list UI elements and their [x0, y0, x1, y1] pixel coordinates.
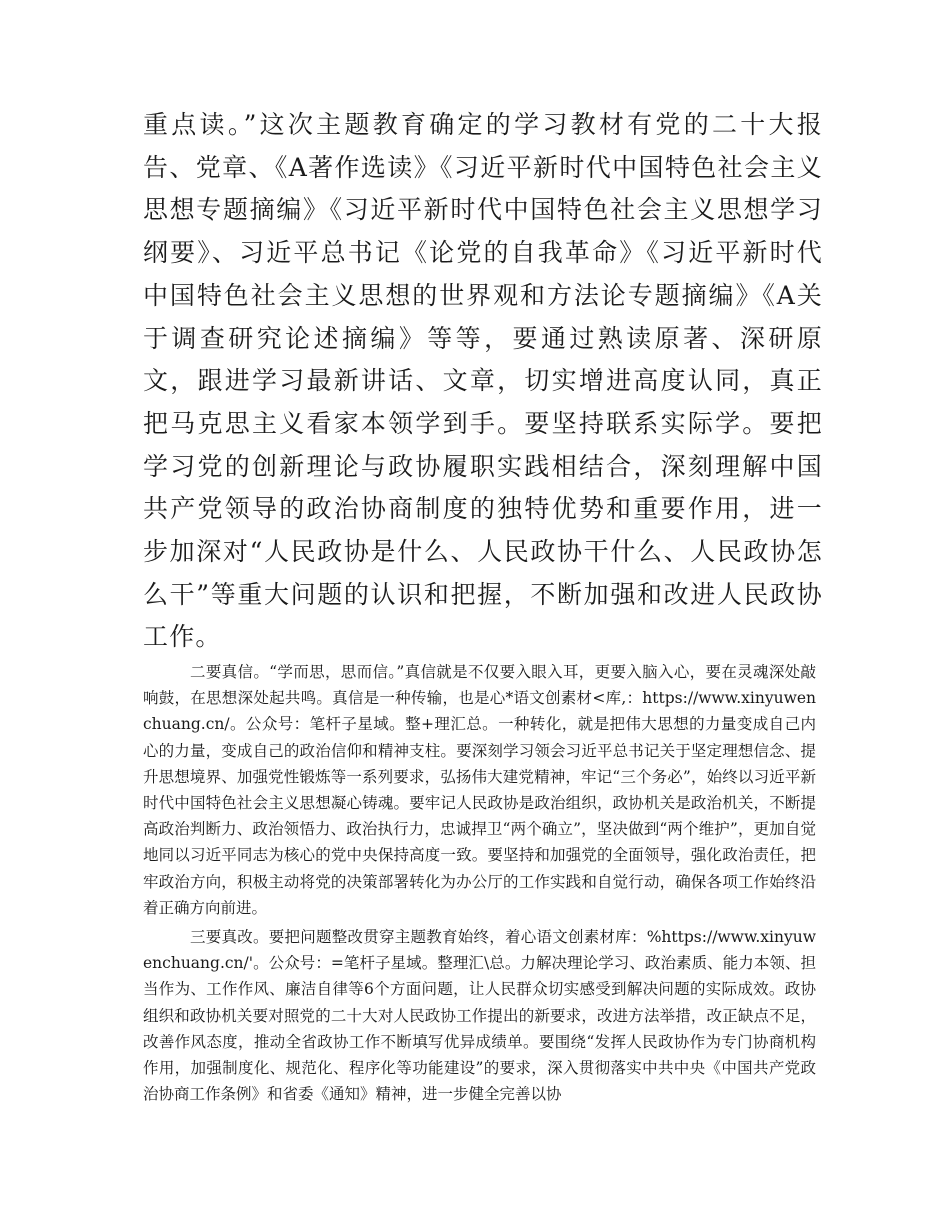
paragraph-zhen-gai: 三要真改。要把问题整改贯穿主题教育始终，着心语文创素材库：%https://www.xinyuwenchuang.cn/'。公众号：=笔杆子星域。整理汇\总。力解决理论学习、政治素质、能力本领、担当作为、工作作风、廉洁自律等6个方面问题，让人民群众切实感受到解决问题的实际成效。政协组织和政协机关要对照党的二十大对人民政协工作提出的新要求，改进方法举措，改正缺点不足，改善作风态度，推动全省政协工作不断填写优异成绩单。要围绕“发挥人民政协作为专门协商机构作用，加强制度化、规范化、程序化等功能建设”的要求，深入贯彻落实中共中央《中国共产党政治协商工作条例》和省委《通知》精神，进一步健全完善以协 — [143, 928, 816, 1104]
lead-paragraph: 重点读。”这次主题教育确定的学习教材有党的二十大报告、党章、《A著作选读》《习近平新时代中国特色社会主义思想专题摘编》《习近平新时代中国特色社会主义思想学习纲要》、习近平总书记《论党的自我革命》《习近平新时代中国特色社会主义思想的世界观和方法论专题摘编》《A关于调查研究论述摘编》等等，要通过熟读原著、深研原文，跟进学习最新讲话、文章，切实增进高度认同，真正把马克思主义看家本领学到手。要坚持联系实际学。要把学习党的创新理论与政协履职实践相结合，深刻理解中国共产党领导的政治协商制度的独特优势和重要作用，进一步加深对“人民政协是什么、人民政协干什么、人民政协怎么干”等重大问题的认识和把握，不断加强和改进人民政协工作。 — [143, 110, 823, 652]
paragraph-zhen-xin: 二要真信。“学而思，思而信。”真信就是不仅要入眼入耳，更要入脑入心，要在灵魂深处敲响鼓，在思想深处起共鸣。真信是一种传输，也是心*语文创素材<库,：https://www.xinyuwenchuang.cn/。公众号：笔杆子星域。整+理汇总。一种转化，就是把伟大思想的力量变成自己内心的力量，变成自己的政治信仰和精神支柱。要深刻学习领会习近平总书记关于坚定理想信念、提升思想境界、加强党性锻炼等一系列要求，弘扬伟大建党精神，牢记“三个务必”，始终以习近平新时代中国特色社会主义思想凝心铸魂。要牢记人民政协是政治组织，政协机关是政治机关，不断提高政治判断力、政治领悟力、政治执行力，忠诚捍卫“两个确立”，坚决做到“两个维护”，更加自觉地同以习近平同志为核心的党中央保持高度一致。要坚持和加强党的全面领导，强化政治责任，把牢政治方向，积极主动将党的决策部署转化为办公厅的工作实践和自觉行动，确保各项工作始终沿着正确方向前进。 — [143, 663, 816, 917]
